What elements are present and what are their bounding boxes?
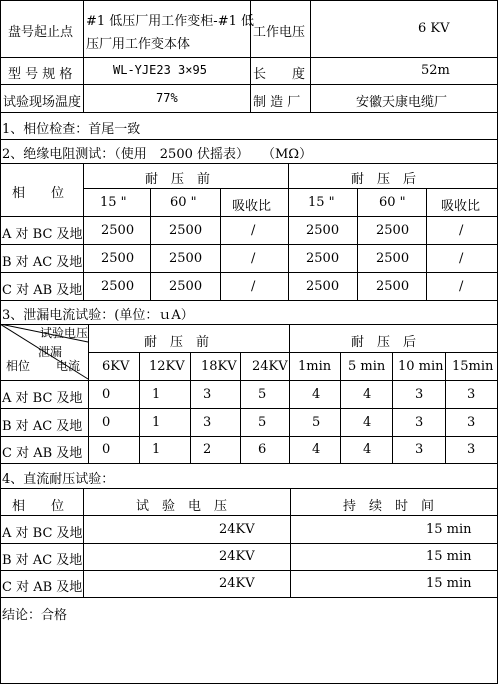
row-phase: B 对 AC 及地 <box>2 255 83 270</box>
panel-value-line2: 压厂用工作变本体 <box>86 37 191 52</box>
length-label: 长 度 <box>253 67 306 82</box>
diag-header-mid: 泄漏 <box>38 345 63 359</box>
table-cell: 15 min <box>426 522 472 537</box>
sub-header: 12KV <box>149 359 185 374</box>
panel-label: 盘号起止点 <box>8 25 74 40</box>
section3-title: 3、泄漏电流试验：(单位：ｕA） <box>2 308 194 323</box>
voltage-header: 试 验 电 压 <box>136 499 228 514</box>
table-cell: 2500 <box>101 279 135 294</box>
row-phase: C 对 AB 及地 <box>2 580 83 595</box>
table-cell: 24KV <box>219 549 255 564</box>
row-phase: A 对 BC 及地 <box>2 227 83 242</box>
table-cell: 2500 <box>306 251 340 266</box>
table-cell: 6 <box>258 442 267 457</box>
panel-value-line1: #1 低压厂用工作变柜-#1 低 <box>86 14 254 29</box>
maker-label: 制 造 厂 <box>253 95 301 110</box>
table-cell: 0 <box>102 387 111 402</box>
sub-header: 24KV <box>252 359 288 374</box>
table-cell: / <box>251 279 256 294</box>
table-cell: / <box>251 223 256 238</box>
voltage-label: 工作电压 <box>253 25 306 40</box>
sub-header: 吸收比 <box>232 199 272 214</box>
length-value: 52m <box>421 63 450 78</box>
maker-value: 安徽天康电缆厂 <box>356 95 448 110</box>
row-phase: C 对 AB 及地 <box>2 283 83 298</box>
phase-header: 相 位 <box>12 499 65 514</box>
sub-header: 10 min <box>398 359 444 374</box>
temp-label: 试验现场温度 <box>3 95 82 110</box>
table-cell: 4 <box>363 442 372 457</box>
row-phase: C 对 AB 及地 <box>2 446 83 461</box>
sub-header: 15 " <box>100 195 127 210</box>
table-cell: 2 <box>203 442 212 457</box>
table-cell: 3 <box>203 387 212 402</box>
table-cell: 2500 <box>169 251 203 266</box>
table-cell: 24KV <box>219 576 255 591</box>
table-cell: 4 <box>363 387 372 402</box>
diag-header-left: 相位 <box>6 359 31 373</box>
phase-header: 相 位 <box>12 186 65 201</box>
after-header: 耐 压 后 <box>351 172 417 187</box>
table-cell: 15 min <box>426 549 472 564</box>
table-cell: 3 <box>415 415 424 430</box>
table-cell: 2500 <box>169 223 203 238</box>
sub-header: 1min <box>298 359 332 374</box>
sub-header: 吸收比 <box>441 199 481 214</box>
sub-header: 15min <box>452 359 494 374</box>
table-cell: 2500 <box>376 251 410 266</box>
table-cell: 3 <box>415 442 424 457</box>
sub-header: 15 " <box>308 195 335 210</box>
after-header: 耐 压 后 <box>351 335 417 350</box>
model-value: WL-YJE23 3×95 <box>113 63 207 77</box>
table-cell: 15 min <box>426 576 472 591</box>
before-header: 耐 压 前 <box>145 172 211 187</box>
sub-header: 5 min <box>348 359 386 374</box>
voltage-value: 6 KV <box>418 21 450 36</box>
table-cell: 3 <box>203 415 212 430</box>
row-phase: B 对 AC 及地 <box>2 553 83 568</box>
table-cell: 3 <box>467 415 476 430</box>
table-cell: 3 <box>415 387 424 402</box>
table-cell: 4 <box>312 442 321 457</box>
sub-header: 6KV <box>102 359 130 374</box>
sub-header: 60 " <box>379 195 406 210</box>
row-phase: A 对 BC 及地 <box>2 391 83 406</box>
section4-title: 4、直流耐压试验： <box>2 472 115 487</box>
table-cell: / <box>459 279 464 294</box>
section1-title: 1、相位检查：首尾一致 <box>2 122 141 137</box>
table-cell: 1 <box>152 387 161 402</box>
duration-header: 持 续 时 间 <box>343 499 435 514</box>
before-header: 耐 压 前 <box>144 335 210 350</box>
table-cell: 5 <box>258 387 267 402</box>
table-cell: 3 <box>467 442 476 457</box>
table-cell: 5 <box>258 415 267 430</box>
table-cell: 2500 <box>101 223 135 238</box>
table-cell: 2500 <box>376 223 410 238</box>
row-phase: A 对 BC 及地 <box>2 526 83 541</box>
table-cell: 2500 <box>169 279 203 294</box>
table-cell: / <box>251 251 256 266</box>
table-cell: 2500 <box>101 251 135 266</box>
table-cell: 4 <box>363 415 372 430</box>
sub-header: 60 " <box>170 195 197 210</box>
table-cell: 1 <box>152 415 161 430</box>
sub-header: 18KV <box>201 359 237 374</box>
table-cell: 2500 <box>376 279 410 294</box>
table-cell: / <box>459 251 464 266</box>
table-cell: 3 <box>467 387 476 402</box>
table-cell: 2500 <box>306 223 340 238</box>
table-cell: 5 <box>312 415 321 430</box>
table-cell: 1 <box>152 442 161 457</box>
table-cell: 2500 <box>306 279 340 294</box>
table-cell: 0 <box>102 415 111 430</box>
model-label: 型 号 规 格 <box>8 67 73 82</box>
temp-value: 77% <box>156 91 178 105</box>
diag-header-top: 试验电压 <box>40 326 89 340</box>
table-cell: 4 <box>312 387 321 402</box>
conclusion-text: 结论：合格 <box>2 608 68 623</box>
table-cell: / <box>459 223 464 238</box>
section2-title: 2、绝缘电阻测试：（使用 2500 伏摇表） （MΩ） <box>2 147 313 162</box>
table-cell: 0 <box>102 442 111 457</box>
diag-header-mid2: 电流 <box>56 359 81 373</box>
table-cell: 24KV <box>219 522 255 537</box>
row-phase: B 对 AC 及地 <box>2 419 83 434</box>
